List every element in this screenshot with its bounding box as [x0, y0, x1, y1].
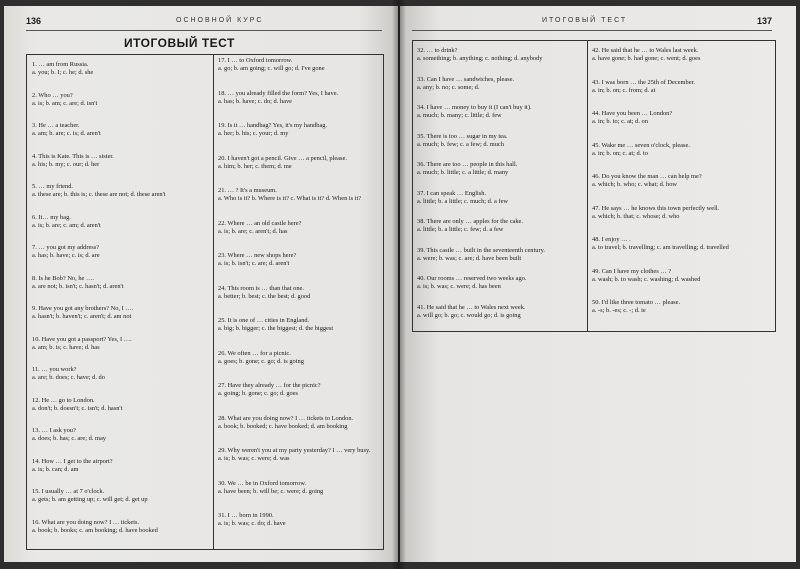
column-divider [587, 41, 588, 331]
question-item [32, 458, 113, 474]
question-item [218, 220, 301, 236]
question-text: 39. This castle … built in the seventeenth century. [417, 246, 545, 254]
column-2 [592, 41, 772, 331]
question-item [218, 285, 310, 301]
question-text: 48. I enjoy … . [592, 236, 631, 243]
answer-options: a. much; b. few; c. a few; d. much [417, 140, 504, 148]
answer-options: a. am; b. is; c. have; d. has [32, 343, 100, 351]
question-text: 14. How … I get to the airport? [32, 457, 113, 465]
answer-options: a. don't; b. doesn't; c. isn't; d. hasn't [32, 404, 123, 412]
answer-options: a. are; b. does; c. have; d. do [32, 374, 105, 381]
question-text: 30. We … be in Oxford tomorrow. [218, 479, 307, 487]
answer-options: a. have gone; b. had gone; c. went; d. goes [592, 55, 701, 62]
question-item [32, 397, 122, 413]
answer-options: a. is; b. was; c. do; d. have [218, 520, 286, 527]
answer-options: a. something; b. anything; c. nothing; d. anybody [417, 55, 543, 62]
question-item [417, 218, 523, 234]
answer-options: a. hasn't; b. haven't; c. aren't; d. am not [32, 313, 132, 320]
book-gutter [392, 0, 406, 569]
column-1 [32, 55, 210, 549]
question-item [218, 447, 370, 463]
question-text: 33. Can I have … sandwiches, please. [417, 75, 515, 83]
question-item [417, 76, 514, 92]
column-2 [218, 55, 380, 549]
answer-options: a. gets; b. am getting up; c. will get; d. get up [32, 496, 148, 503]
answer-options: a. has; b. have; c. is; d. are [32, 252, 100, 259]
answer-options: a. is; b. are; c. aren't; d. has [218, 227, 288, 235]
question-item [218, 317, 333, 333]
answer-options: a. book; b. booked; c. have booked; d. am booking [218, 422, 348, 430]
question-item [218, 187, 361, 203]
answer-options: a. any; b. no; c. some; d. [417, 83, 480, 91]
question-item [218, 512, 286, 528]
question-item [592, 268, 700, 284]
question-item [417, 275, 527, 291]
question-item [218, 90, 338, 106]
question-item [32, 488, 148, 504]
right-page-header [412, 16, 772, 31]
question-item [417, 133, 507, 149]
question-item [417, 190, 508, 206]
answer-options: a. Who is it? b. Where is it? c. What is it? d. When is it? [218, 195, 362, 202]
page-number: 136 [26, 16, 42, 26]
answer-options: a. are not; b. isn't; c. hasn't; d. aren't [32, 282, 124, 290]
question-item [32, 214, 101, 230]
page-number: 137 [756, 16, 772, 26]
answer-options: a. little; b. a little; c. few; d. a few [417, 226, 504, 233]
answer-options: a. in; b. on; c. from; d. at [592, 86, 656, 94]
answer-options: a. does; b. has; c. are; d. may [32, 435, 107, 442]
question-text: 44. Have you been … London? [592, 110, 673, 117]
question-text: 13. … I ask you? [32, 427, 76, 434]
question-text: 36. There are too … people in this hall. [417, 161, 518, 168]
answer-options: a. big; b. bigger; c. the biggest; d. the biggest [218, 325, 334, 332]
question-item [32, 183, 166, 199]
answer-options: a. much; b. little; c. a little; d. many [417, 169, 509, 176]
left-page [4, 6, 398, 562]
question-item [592, 205, 719, 221]
answer-options: a. -s; b. -es; c. -; d. ie [592, 307, 646, 314]
answer-options: a. is; b. can; d. am [32, 465, 79, 473]
question-item [218, 57, 325, 73]
answer-options: a. is; b. am; c. are; d. isn't [32, 99, 98, 107]
right-page [400, 6, 796, 562]
question-text: 15. I usually … at 7 o'clock. [32, 488, 105, 495]
question-text: 27. Have they already … for the picnic? [218, 382, 321, 389]
question-text: 12. He … go to London. [32, 396, 95, 404]
answer-options: a. goes; b. gone; c. go; d. is going [218, 357, 304, 365]
question-item [417, 304, 526, 320]
question-text: 8. Is he Bob? No, he …. [32, 274, 94, 282]
question-text: 45. Wake me … seven o'clock, please. [592, 141, 690, 149]
question-item [417, 47, 543, 63]
column-1 [417, 41, 585, 331]
question-item [218, 382, 321, 398]
question-item [218, 122, 327, 138]
question-item [32, 61, 93, 77]
answer-options: a. his; b. my; c. our; d. her [32, 160, 100, 168]
question-item [592, 79, 695, 95]
question-item [32, 427, 106, 443]
answer-options: a. is; b. isn't; c. are; d. aren't [218, 260, 290, 267]
running-head: ОСНОВНОЙ КУРС [176, 17, 264, 24]
question-text: 47. He says … he knows this town perfectly well. [592, 204, 720, 212]
answer-options: a. were; b. was; c. are; d. have been built [417, 254, 522, 262]
question-item [32, 366, 105, 382]
question-text: 43. I was born … the 25th of December. [592, 78, 695, 86]
answer-options: a. is; b. was; c. were; d. has been [417, 283, 501, 290]
question-item [32, 122, 101, 138]
question-text: 26. We often … for a picnic. [218, 349, 291, 357]
question-item [592, 142, 690, 158]
question-text: 25. It is one of … cities in England. [218, 317, 310, 324]
question-item [32, 244, 100, 260]
answer-options: a. have been; b. will be; c. were; d. going [218, 487, 324, 495]
question-item [32, 153, 114, 169]
question-text: 40. Our rooms … reserved two weeks ago. [417, 275, 527, 282]
answer-options: a. these are; b. this is; c. these are not; d. these aren't [32, 191, 166, 198]
question-item [218, 480, 323, 496]
answer-options: a. am; b. are; c. is; d. aren't [32, 130, 101, 137]
question-item [417, 247, 545, 263]
question-item [592, 173, 702, 189]
question-item [32, 305, 133, 321]
question-item [218, 155, 347, 171]
answer-options: a. in; b. to; c. at; d. on [592, 118, 648, 125]
question-text: 24. This room is … than that one. [218, 284, 304, 292]
question-text: 46. Do you know the man … can help me? [592, 173, 702, 180]
question-text: 22. Where … an old castle here? [218, 219, 302, 227]
column-divider [213, 55, 214, 549]
question-item [218, 415, 353, 431]
question-item [592, 47, 700, 63]
left-page-header [26, 16, 382, 31]
question-text: 49. Can I have my clothes … ? [592, 267, 672, 275]
question-text: 35. There is too … sugar in my tea. [417, 132, 508, 140]
answer-options: a. book; b. books; c. am booking; d. have booked [32, 526, 158, 534]
answer-options: a. wash; b. to wash; c. washing; d. washed [592, 275, 701, 283]
question-text: 34. I have … money to buy it (I can't buy it). [417, 104, 532, 111]
answer-options: a. will go; b. go; c. would go; d. is going [417, 311, 521, 319]
answer-options: a. her; b. his; c. your; d. my [218, 130, 289, 137]
question-text: 20. I haven't got a pencil. Give … a pencil, please. [218, 154, 347, 162]
question-item [592, 236, 729, 252]
question-text: 11. … you work? [32, 366, 77, 373]
answer-options: a. to travel; b. travelling; c. am travelling; d. travelled [592, 244, 729, 251]
question-text: 21. … ? It's a museum. [218, 187, 277, 194]
answer-options: a. has; b. have; c. do; d. have [218, 97, 293, 105]
question-text: 16. What are you doing now? I … tickets. [32, 518, 140, 526]
answer-options: a. is; b. was; c. were; d. was [218, 455, 290, 462]
question-item [32, 92, 97, 108]
question-text: 23. Where … new shops here? [218, 252, 297, 259]
question-text: 41. He said that he … to Wales next week. [417, 303, 526, 311]
question-item [417, 161, 517, 177]
test-title: ИТОГОВЫЙ ТЕСТ [124, 36, 235, 50]
question-text: 42. He said that he … to Wales last week. [592, 47, 699, 54]
question-text: 17. I … to Oxford tomorrow. [218, 57, 293, 64]
answer-options: a. is; b. are; c. am; d. aren't [32, 221, 101, 229]
question-text: 38. There are only … apples for the cake. [417, 218, 523, 225]
question-item [218, 350, 304, 366]
answer-options: a. going; b. gone; c. go; d. goes [218, 390, 299, 397]
answer-options: a. much; b. many; c. little; d. few [417, 112, 502, 119]
question-text: 2. Who … you? [32, 91, 73, 99]
answer-options: a. in; b. on; c. at; d. to [592, 149, 648, 157]
question-text: 31. I … born in 1990. [218, 512, 274, 519]
question-text: 3. He … a teacher. [32, 122, 80, 129]
answer-options: a. go; b. am going; c. will go; d. I've gone [218, 65, 325, 72]
question-text: 32. … to drink? [417, 47, 458, 54]
question-item [32, 275, 123, 291]
question-item [32, 519, 158, 535]
answer-options: a. which; b. that; c. whose; d. who [592, 212, 680, 220]
question-text: 6. It… my bag. [32, 213, 71, 221]
question-text: 18. … you already filled the form? Yes, I have. [218, 89, 339, 97]
questions-table-left [26, 54, 384, 550]
question-item [592, 299, 680, 315]
question-item [417, 104, 532, 120]
answer-options: a. him; b. her; c. them; d. me [218, 162, 292, 170]
question-item [218, 252, 296, 268]
question-item [32, 336, 132, 352]
question-text: 5. … my friend. [32, 183, 73, 190]
answer-options: a. which; b. who; c. what; d. how [592, 181, 678, 188]
answer-options: a. better; b. best; c. the best; d. good [218, 292, 311, 300]
answer-options: a. little; b. a little; c. much; d. a few [417, 197, 509, 205]
question-text: 7. … you got my address? [32, 244, 100, 251]
answer-options: a. you; b. I; c. he; d. she [32, 69, 94, 76]
questions-table-right [412, 40, 776, 332]
question-text: 28. What are you doing now? I … tickets to London. [218, 414, 354, 422]
question-text: 50. I'd like three tomato … please. [592, 299, 681, 306]
question-text: 29. Why weren't you at my party yesterday? I … very busy. [218, 447, 371, 454]
question-item [592, 110, 672, 126]
question-text: 1. … am from Russia. [32, 61, 89, 68]
question-text: 9. Have you got any brothers? No, I …. [32, 305, 134, 312]
question-text: 4. This is Kate. This is … sister. [32, 152, 114, 160]
question-text: 37. I can speak … English. [417, 189, 487, 197]
question-text: 19. Is it … handbag? Yes, it's my handbag. [218, 122, 328, 129]
running-head: ИТОГОВЫЙ ТЕСТ [542, 17, 628, 24]
question-text: 10. Have you got a passport? Yes, I …. [32, 335, 132, 343]
